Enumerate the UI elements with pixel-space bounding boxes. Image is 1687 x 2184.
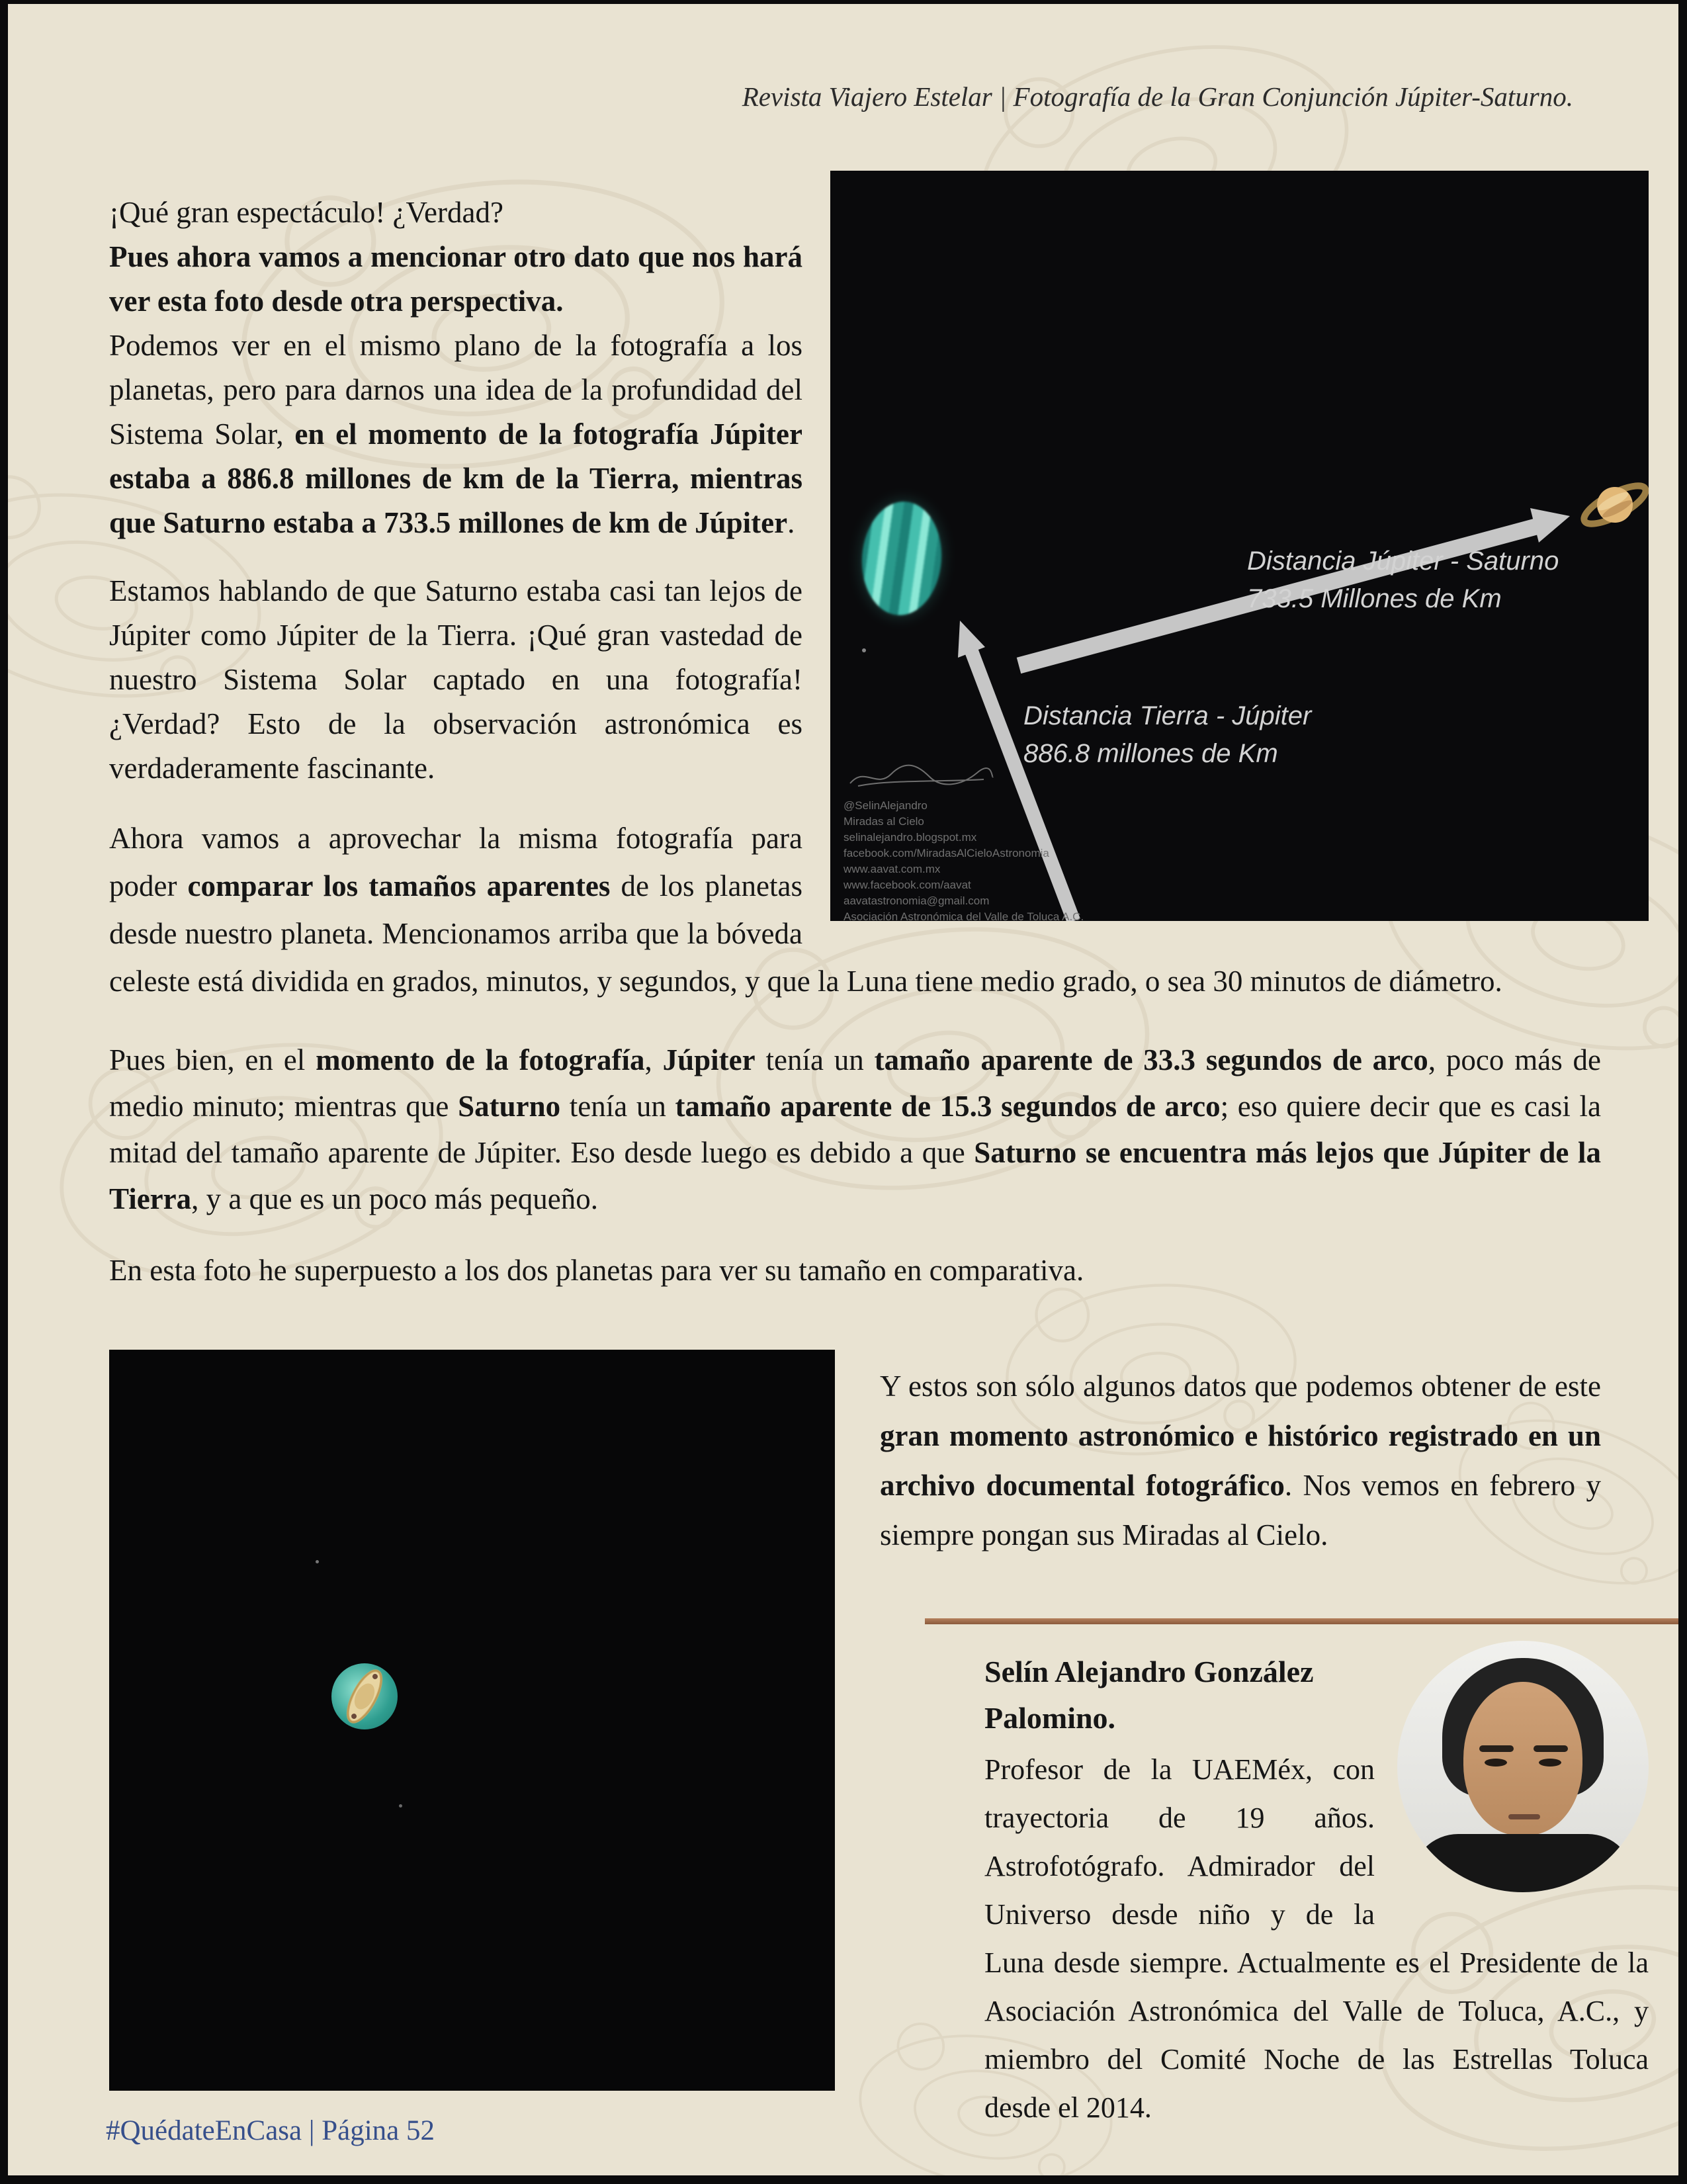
superimposed-planets [331, 1663, 398, 1729]
signature-scribble [845, 760, 997, 794]
eye-shape [1539, 1759, 1561, 1767]
page-frame [1678, 0, 1687, 2184]
face-shape [1463, 1682, 1582, 1835]
star-dot [316, 1560, 319, 1563]
jupiter-saturn-distance-label: Distancia Júpiter - Saturno 733.5 Millones de Km [1247, 546, 1559, 613]
page-footer: #QuédateEnCasa | Página 52 [106, 2115, 435, 2146]
saturn-overlay [331, 1663, 398, 1729]
author-description: Profesor de la UAEMéx, con trayectoria de 19 años. Astrofotógrafo. Admirador del Universo desde niño y de la Luna desde siempre. Actualmente es el Presidente de la Asociación Astronómica del Valle de Toluca, A.C., y miembro del Comité Noche de las Estrellas Toluca desde el 2014. [984, 1753, 1649, 2124]
paragraph-superposition: En esta foto he superpuesto a los dos planetas para ver su tamaño en comparativa. [109, 1254, 1084, 1287]
paragraph-lead-bold: Pues ahora vamos a mencionar otro dato que nos hará ver esta foto desde otra perspectiva. [109, 240, 802, 318]
earth-jupiter-distance-label: Distancia Tierra - Júpiter 886.8 millones de Km [1023, 701, 1312, 768]
paragraph-arcseconds: Pues bien, en el momento de la fotografía, Júpiter tenía un tamaño aparente de 33.3 segundos de arco, poco más de medio minuto; mientras que Saturno tenía un tamaño aparente de 15.3 segundos de arco; eso quiere decir que es casi la mitad del tamaño aparente de Júpiter. Eso desde luego es debido a que Saturno se encuentra más lejos que Júpiter de la Tierra, y a que es un poco más pequeño. [109, 1043, 1602, 1215]
superposition-photo [109, 1350, 835, 2091]
page-frame [0, 2175, 1687, 2184]
photo-credits: @SelinAlejandro Miradas al Cielo selinalejandro.blogspot.mx facebook.com/MiradasAlCieloAstronomia www.aavat.com.mx www.facebook.com/aavat aavatastronomia@gmail.com Asociación Astronómica del Valle de Toluca A.C. [844, 799, 1084, 921]
brow-shape [1479, 1745, 1514, 1752]
paragraph-distances: Podemos ver en el mismo plano de la fotografía a los planetas, pero para darnos una idea de la profundidad del Sistema Solar, en el momento de la fotografía Júpiter estaba a 886.8 millones de km de la Tierra, mientras que Saturno estaba a 733.5 millones de km de Júpiter. [109, 329, 802, 539]
section-divider [925, 1618, 1679, 1624]
paragraph-closing: Y estos son sólo algunos datos que podemos obtener de este gran momento astronómico e histórico registrado en un archivo documental fotográfico. Nos vemos en febrero y siempre pongan sus Miradas al Cielo. [880, 1370, 1601, 1551]
page-frame [0, 0, 8, 2184]
author-name: Selín Alejandro González Palomino. [984, 1655, 1314, 1735]
mouth-shape [1508, 1814, 1540, 1819]
eye-shape [1485, 1759, 1507, 1767]
star-dot [399, 1804, 402, 1808]
closing-column [880, 1362, 1601, 1560]
torso-shape [1412, 1834, 1634, 1892]
page-header: Revista Viajero Estelar | Fotografía de la Gran Conjunción Júpiter-Saturno. [742, 81, 1573, 112]
page-frame [0, 0, 1687, 4]
paragraph-intro: ¡Qué gran espectáculo! ¿Verdad? [109, 196, 503, 229]
paragraph-apparent-sizes: Ahora vamos a aprovechar la misma fotografía para poder comparar los tamaños aparentes de los planetas desde nuestro planeta. Mencionamos arriba que la bóveda celeste está dividida en grados, minutos, y segundos, y que la Luna tiene medio grado, o sea 30 minutos de diámetro. [109, 822, 1502, 998]
article-body [109, 191, 1601, 1293]
author-bio [984, 1649, 1649, 2132]
conjunction-photo [830, 171, 1649, 921]
paragraph-vastness: Estamos hablando de que Saturno estaba casi tan lejos de Júpiter como Júpiter de la Tierra. ¡Qué gran vastedad de nuestro Sistema Solar captado en una fotografía! ¿Verdad? Esto de la observación astronómica es verdaderamente fascinante. [109, 574, 802, 785]
star-dot [862, 648, 866, 652]
author-photo [1397, 1641, 1649, 1892]
brow-shape [1534, 1745, 1568, 1752]
